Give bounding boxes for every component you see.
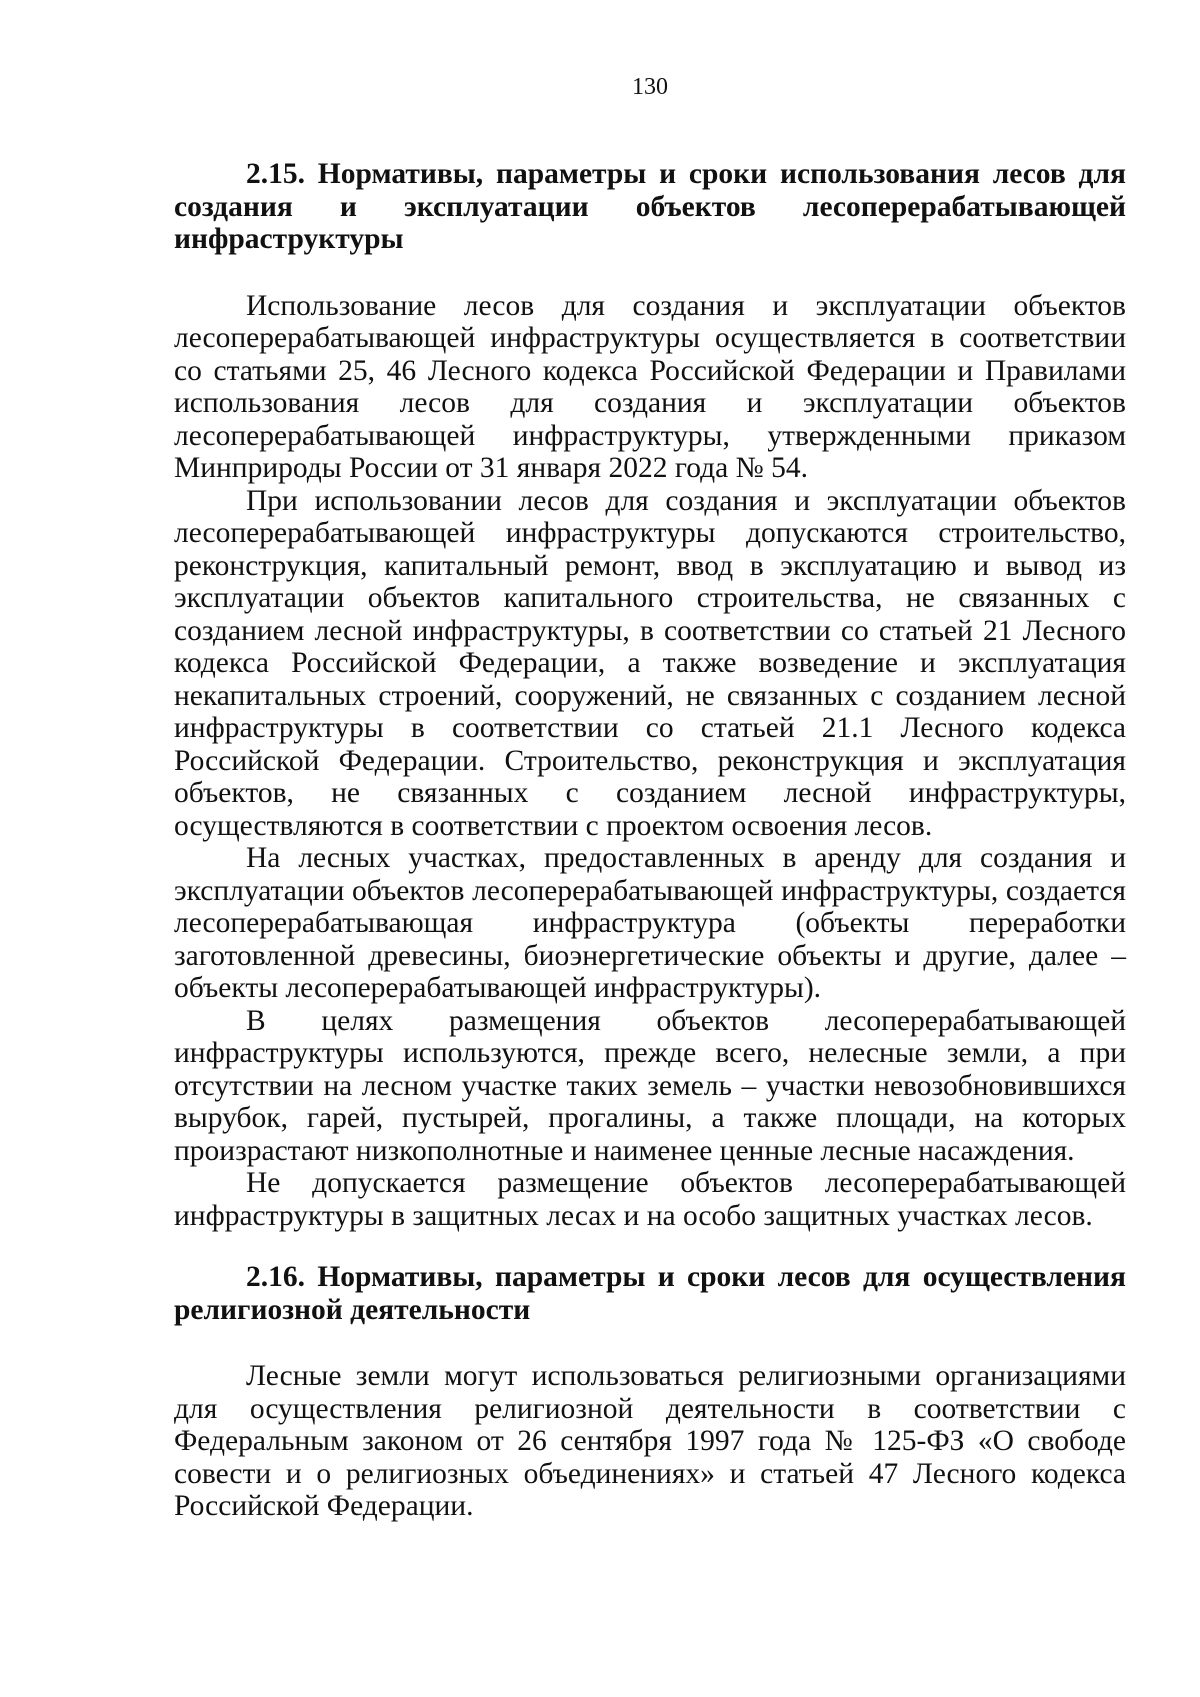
- section-body: [174, 290, 1126, 1233]
- page-number: 130: [632, 74, 668, 100]
- section-2-16: [174, 1261, 1126, 1523]
- paragraph: Не допускается размещение объектов лесоперерабатывающей инфраструктуры в защитных лесах и на особо защитных участках лесов.: [174, 1167, 1126, 1232]
- paragraph: При использовании лесов для создания и эксплуатации объектов лесоперерабатывающей инфраструктуры допускаются строительство, реконструкция, капитальный ремонт, ввод в эксплуатацию и вывод из эксплуатации объектов капитального строительства, не связанных с созданием лесной инфраструктуры, в соответствии со статьей 21 Лесного кодекса Российской Федерации, а также возведение и эксплуатация некапитальных строений, сооружений, не связанных с созданием лесной инфраструктуры в соответствии со статьей 21.1 Лесного кодекса Российской Федерации. Строительство, реконструкция и эксплуатация объектов, не связанных с созданием лесной инфраструктуры, осуществляются в соответствии с проектом освоения лесов.: [174, 484, 1126, 842]
- section-heading: 2.16. Нормативы, параметры и сроки лесов для осуществления религиозной деятельности: [174, 1261, 1126, 1326]
- paragraph: На лесных участках, предоставленных в аренду для создания и эксплуатации объектов лесоперерабатывающей инфраструктуры, создается лесоперерабатывающая инфраструктура (объекты переработки заготовленной древесины, биоэнергетические объекты и другие, далее – объекты лесоперерабатывающей инфраструктуры).: [174, 842, 1126, 1004]
- section-2-15: [174, 158, 1126, 1232]
- paragraph: Использование лесов для создания и эксплуатации объектов лесоперерабатывающей инфраструктуры осуществляется в соответствии со статьями 25, 46 Лесного кодекса Российской Федерации и Правилами использования лесов для создания и эксплуатации объектов лесоперерабатывающей инфраструктуры, утвержденными приказом Минприроды России от 31 января 2022 года № 54.: [174, 289, 1126, 484]
- paragraph: В целях размещения объектов лесоперерабатывающей инфраструктуры используются, прежде всего, нелесные земли, а при отсутствии на лесном участке таких земель – участки невозобновившихся вырубок, гарей, пустырей, прогалины, а также площади, на которых произрастают низкополнотные и наименее ценные лесные насаждения.: [174, 1004, 1126, 1167]
- paragraph: Лесные земли могут использоваться религиозными организациями для осуществления религиозной деятельности в соответствии с Федеральным законом от 26 сентября 1997 года № 125-ФЗ «О свободе совести и о религиозных объединениях» и статьей 47 Лесного кодекса Российской Федерации.: [174, 1360, 1126, 1522]
- section-heading: 2.15. Нормативы, параметры и сроки использования лесов для создания и эксплуатации объектов лесоперерабатывающей инфраструктуры: [174, 158, 1126, 255]
- section-body: [174, 1360, 1126, 1523]
